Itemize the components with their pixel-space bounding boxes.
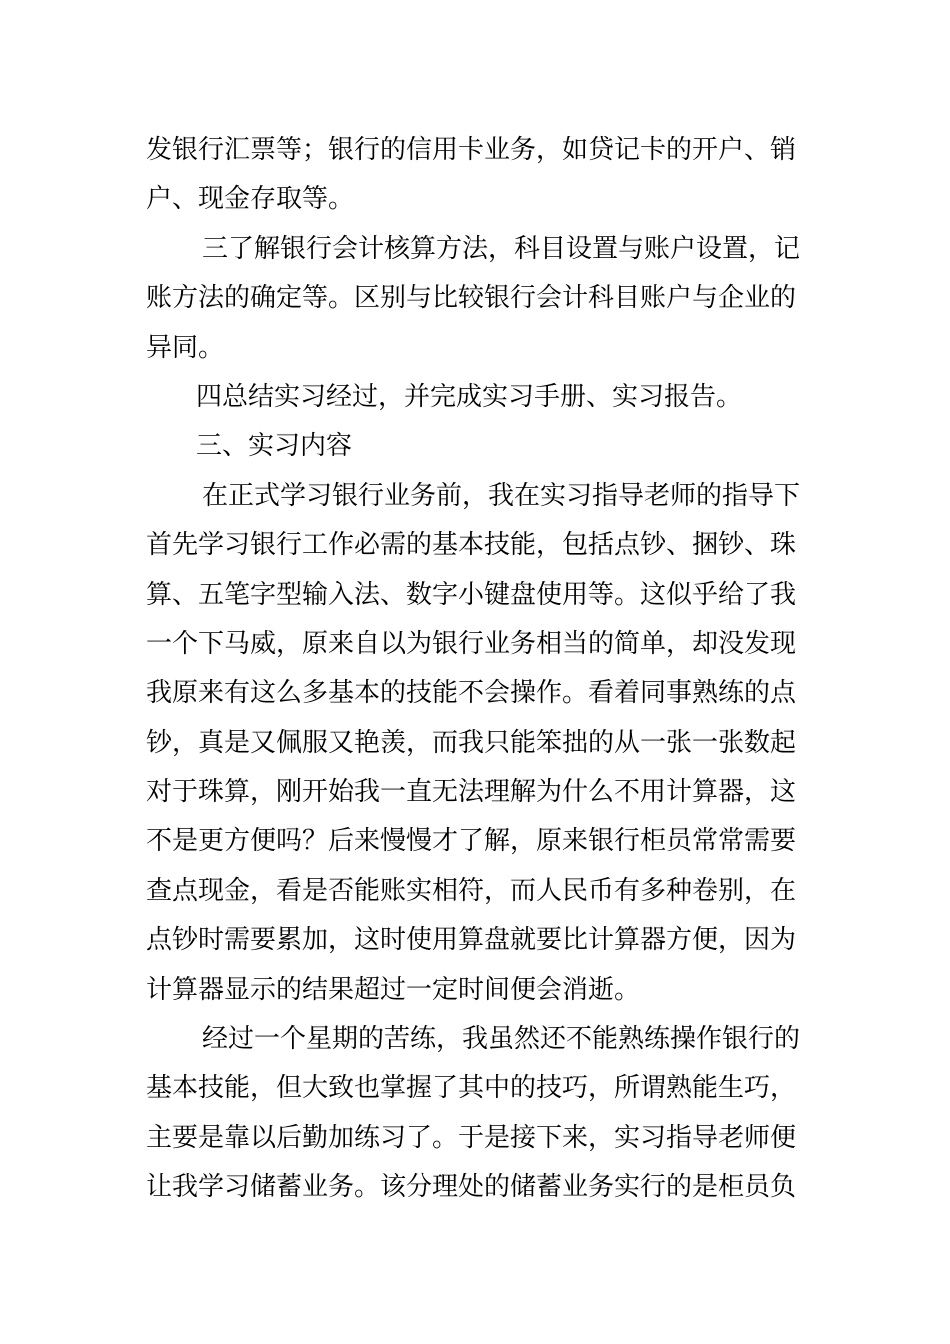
text-line-11: 一个下马威，原来自以为银行业务相当的简单，却没发现 — [146, 628, 797, 659]
text-line-1: 发银行汇票等；银行的信用卡业务，如贷记卡的开户、销 — [146, 135, 797, 165]
text-line-2: 户、现金存取等。 — [146, 184, 355, 215]
text-line-20: 基本技能，但大致也掌握了其中的技巧，所谓熟能生巧， — [146, 1073, 797, 1104]
text-line-3: 三了解银行会计核算方法，科目设置与账户设置，记 — [202, 233, 801, 264]
text-line-17: 点钞时需要累加，这时使用算盘就要比计算器方便，因为 — [146, 925, 797, 956]
text-line-19: 经过一个星期的苦练，我虽然还不能熟练操作银行的 — [202, 1024, 801, 1055]
text-line-21: 主要是靠以后勤加练习了。于是接下来，实习指导老师便 — [146, 1122, 797, 1153]
text-line-6: 四总结实习经过，并完成实习手册、实习报告。 — [196, 381, 743, 412]
text-line-18: 计算器显示的结果超过一定时间便会消逝。 — [146, 974, 641, 1005]
text-line-4: 账方法的确定等。区别与比较银行会计科目账户与企业的 — [146, 283, 797, 314]
text-line-10: 算、五笔字型输入法、数字小键盘使用等。这似乎给了我 — [146, 579, 797, 610]
text-line-9: 首先学习银行工作必需的基本技能，包括点钞、捆钞、珠 — [146, 530, 797, 561]
text-line-14: 对于珠算，刚开始我一直无法理解为什么不用计算器，这 — [146, 777, 797, 808]
text-line-16: 查点现金，看是否能账实相符，而人民币有多种卷别，在 — [146, 875, 797, 906]
text-line-22: 让我学习储蓄业务。该分理处的储蓄业务实行的是柜员负 — [146, 1172, 797, 1203]
section-heading: 三、实习内容 — [196, 431, 353, 462]
text-line-13: 钞，真是又佩服又艳羡，而我只能笨拙的从一张一张数起 — [146, 727, 797, 758]
text-line-12: 我原来有这么多基本的技能不会操作。看着同事熟练的点 — [146, 678, 797, 709]
text-line-5: 异同。 — [146, 332, 225, 363]
text-line-15: 不是更方便吗？后来慢慢才了解，原来银行柜员常常需要 — [146, 826, 797, 857]
document-body — [146, 126, 811, 1213]
text-line-8: 在正式学习银行业务前，我在实习指导老师的指导下 — [202, 480, 801, 511]
